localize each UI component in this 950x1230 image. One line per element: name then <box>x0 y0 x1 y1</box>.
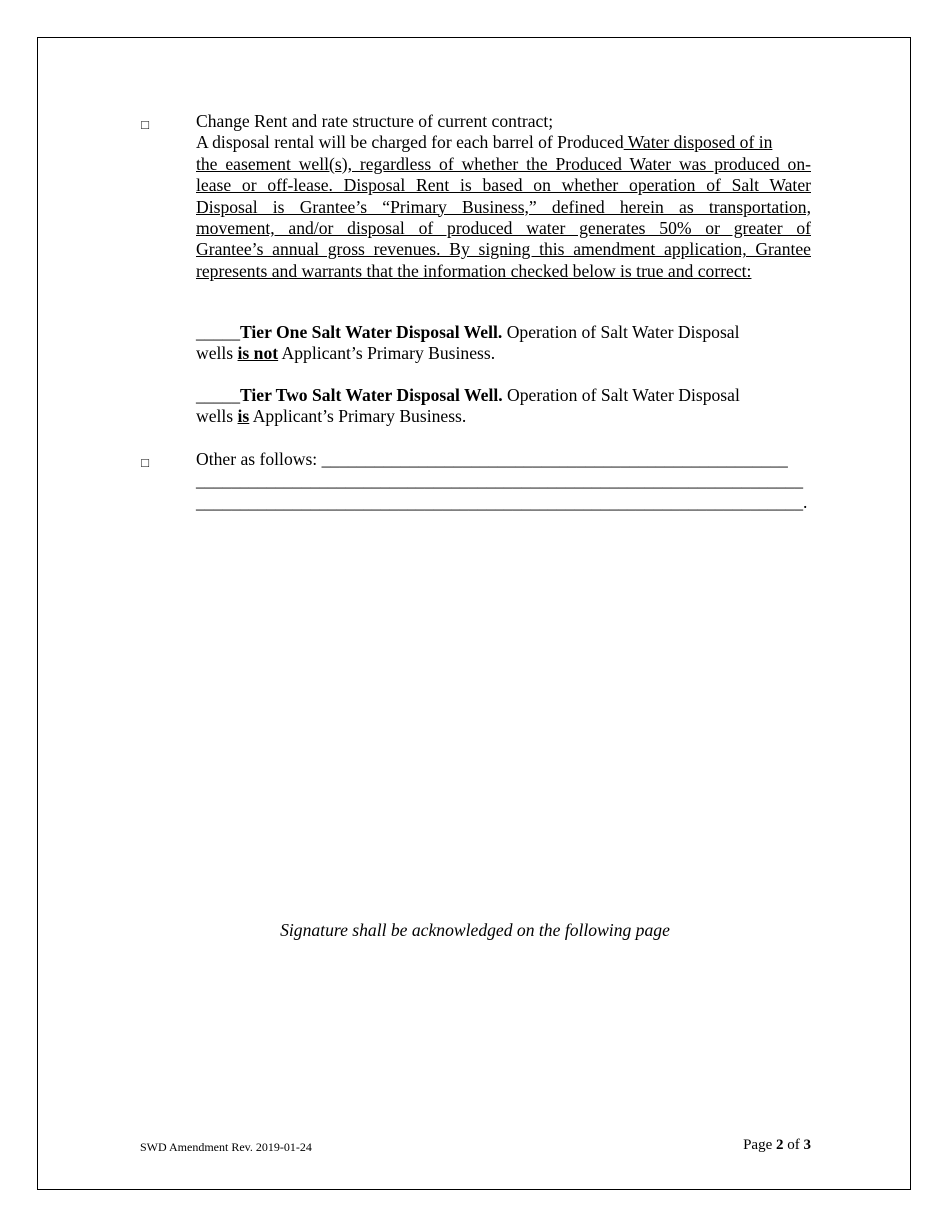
tier-one-emphasis: is not <box>237 343 279 364</box>
revision-label: SWD Amendment Rev. 2019-01-24 <box>140 1140 312 1154</box>
other-input-line[interactable]: _____________________________________________________________________. <box>196 491 808 512</box>
other-input-line[interactable]: _____________________________________________________ <box>321 449 788 469</box>
page-total: 3 <box>803 1137 811 1153</box>
other-option <box>196 449 816 513</box>
tier-two-desc: Operation of Salt Water Disposal <box>502 385 740 405</box>
tier-one-option <box>196 322 796 365</box>
signature-note: Signature shall be acknowledged on the following page <box>280 920 670 940</box>
rent-paragraph-line: lease or off-lease. Disposal Rent is based on whether operation of Salt Water <box>196 175 811 196</box>
rent-option-intro <box>196 132 811 153</box>
intro-underlined-text: Water disposed of in <box>623 132 773 153</box>
intro-plain-text: A disposal rental will be charged for each barrel of Produced <box>196 132 624 153</box>
tier-one-desc: Operation of Salt Water Disposal <box>502 322 740 342</box>
rent-paragraph-last-line: represents and warrants that the information checked below is true and correct: <box>196 260 752 281</box>
tier-one-suffix: Applicant’s Primary Business. <box>278 343 496 364</box>
rent-paragraph-line: the easement well(s), regardless of whether the Produced Water was produced on- <box>196 153 811 174</box>
tier-one-blank[interactable]: _____ <box>196 322 240 342</box>
checkbox-icon[interactable]: □ <box>141 117 149 132</box>
tier-two-option <box>196 385 796 428</box>
rent-paragraph-line: movement, and/or disposal of produced water generates 50% or greater of <box>196 217 811 238</box>
rent-paragraph-line: Grantee’s annual gross revenues. By signing this amendment application, Grantee <box>196 239 811 260</box>
tier-two-suffix: Applicant’s Primary Business. <box>249 406 467 427</box>
other-input-line[interactable]: _____________________________________________________________________ <box>196 470 803 491</box>
other-label: Other as follows: <box>196 449 322 469</box>
page-prefix: Page <box>743 1137 776 1153</box>
rent-option-heading: Change Rent and rate structure of current contract; <box>196 111 554 131</box>
tier-one-title: Tier One Salt Water Disposal Well. <box>239 322 503 342</box>
tier-two-title: Tier Two Salt Water Disposal Well. <box>239 385 503 405</box>
tier-one-prefix: wells <box>196 343 238 364</box>
page-of: of <box>783 1137 804 1153</box>
tier-two-blank[interactable]: _____ <box>196 385 240 405</box>
tier-two-emphasis: is <box>237 406 250 427</box>
page-number <box>690 1137 811 1154</box>
rent-paragraph-line: Disposal is Grantee’s “Primary Business,” defined herein as transportation, <box>196 196 811 217</box>
rent-option-section <box>196 111 811 282</box>
checkbox-icon[interactable]: □ <box>141 455 149 470</box>
tier-two-prefix: wells <box>196 406 238 427</box>
page-current: 2 <box>776 1137 784 1153</box>
